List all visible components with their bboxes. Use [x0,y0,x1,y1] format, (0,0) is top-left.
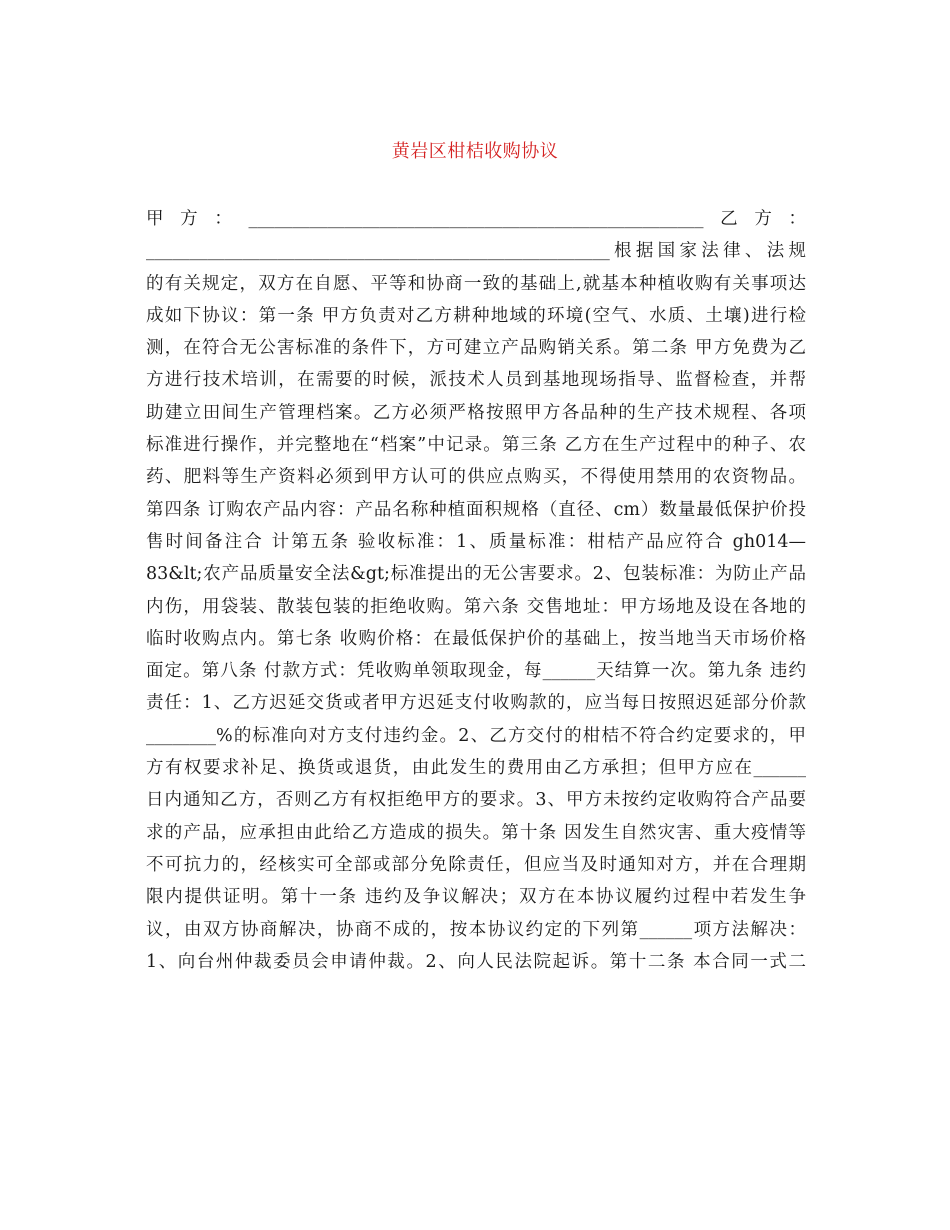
body-line: _____________________________________________________根据国家法律、法规 [146,241,806,262]
document-title: 黄岩区柑桔收购协议 [391,141,559,162]
party-line: 甲方：____________________________________________________乙方： [146,209,806,229]
body-line: 方有权要求补足、换货或退货，由此发生的费用由乙方承担；但甲方应在______ [146,758,806,779]
body-line: 责任：1、乙方迟延交货或者甲方迟延支付收购款的，应当每日按照迟延部分价款 [146,693,806,714]
body-line: 测，在符合无公害标准的条件下，方可建立产品购销关系。第二条 甲方免费为乙 [146,338,806,359]
body-line: 1、向台州仲裁委员会申请仲裁。2、向人民法院起诉。第十二条 本合同一式二 [146,951,806,972]
body-line: 求的产品，应承担由此给乙方造成的损失。第十条 因发生自然灾害、重大疫情等 [146,822,806,843]
body-line: 临时收购点内。第七条 收购价格：在最低保护价的基础上，按当地当天市场价格 [146,628,806,649]
body-line: 第四条 订购农产品内容：产品名称种植面积规格（直径、cm）数量最低保护价投 [146,499,806,520]
body-line: 限内提供证明。第十一条 违约及争议解决；双方在本协议履约过程中若发生争 [146,887,806,908]
body-line: 面定。第八条 付款方式：凭收购单领取现金，每______天结算一次。第九条 违约 [146,661,806,682]
body-line: 不可抗力的，经核实可全部或部分免除责任，但应当及时通知对方，并在合理期 [146,854,806,875]
body-line: 方进行技术培训，在需要的时候，派技术人员到基地现场指导、监督检查，并帮 [146,370,806,391]
body-line: ________%的标准向对方支付违约金。2、乙方交付的柑桔不符合约定要求的，甲 [146,725,806,746]
body-line: 药、肥料等生产资料必须到甲方认可的供应点购买，不得使用禁用的农资物品。 [146,467,806,488]
body-line: 售时间备注合 计第五条 验收标准：1、质量标准：柑桔产品应符合 gh014— [146,531,806,552]
body-line: 内伤，用袋装、散装包装的拒绝收购。第六条 交售地址：甲方场地及设在各地的 [146,596,806,617]
body-line: 成如下协议：第一条 甲方负责对乙方耕种地域的环境(空气、水质、土壤)进行检 [146,305,806,326]
body-line: 助建立田间生产管理档案。乙方必须严格按照甲方各品种的生产技术规程、各项 [146,402,806,423]
agreement-body [146,203,806,978]
body-line: 日内通知乙方，否则乙方有权拒绝甲方的要求。3、甲方未按约定收购符合产品要 [146,790,806,811]
body-line: 的有关规定，双方在自愿、平等和协商一致的基础上,就基本种植收购有关事项达 [146,273,806,294]
body-line: 83&lt;农产品质量安全法&gt;标准提出的无公害要求。2、包装标准：为防止产品 [146,564,806,585]
body-line: 标准进行操作，并完整地在“档案”中记录。第三条 乙方在生产过程中的种子、农 [146,435,806,456]
body-line: 议，由双方协商解决，协商不成的，按本协议约定的下列第______项方法解决： [146,919,806,940]
